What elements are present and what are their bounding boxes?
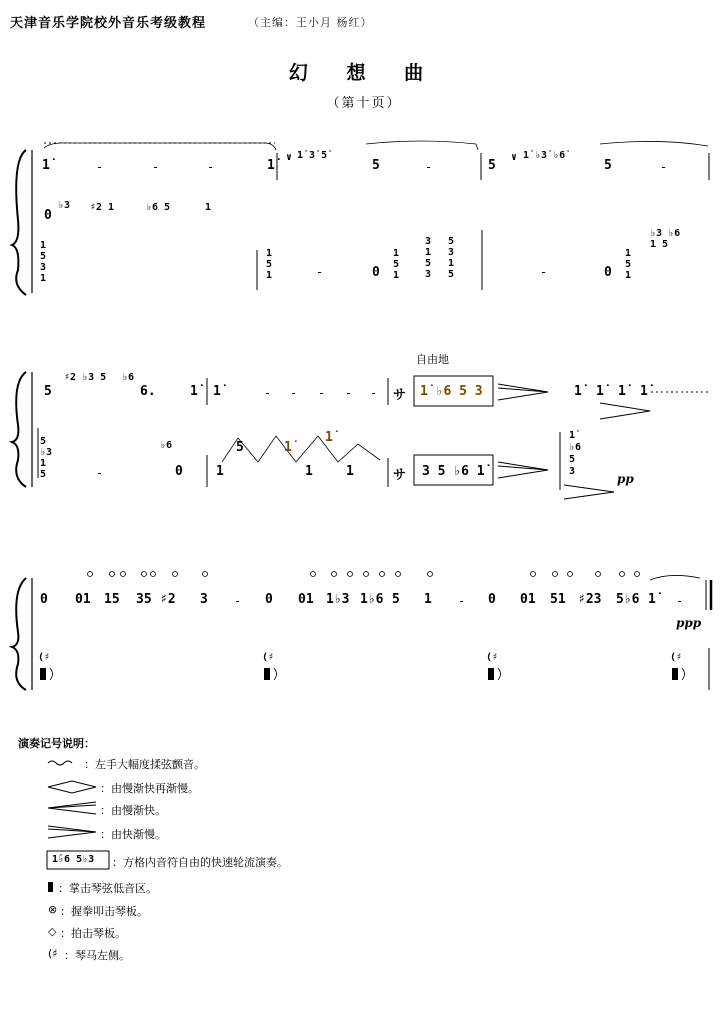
rest: -	[660, 160, 668, 174]
tempo-marking: 自由地	[416, 353, 449, 366]
legend-symbol: ◇	[48, 925, 57, 938]
bridge-left-sign: (♯	[38, 652, 51, 663]
note: 3	[200, 592, 208, 607]
boxed-notes: 3 5 ♭6 1̇	[422, 464, 485, 479]
free-sign: サ	[393, 468, 407, 483]
rest: -	[458, 594, 466, 608]
note: 5	[392, 592, 400, 607]
chord: 3 1 5 3	[425, 236, 432, 280]
rest: -	[540, 265, 548, 279]
chord: 1 5 3 1	[40, 240, 47, 284]
free-sign: サ	[393, 388, 407, 403]
note: 1̇	[596, 384, 604, 399]
series-title: 天津音乐学院校外音乐考级教程	[10, 16, 207, 31]
dynamic-ppp: ppp	[676, 616, 702, 630]
page-number: （第十页）	[326, 96, 402, 111]
legend-symbol: ⊗	[48, 903, 58, 916]
note: 1	[346, 464, 354, 479]
boxed-notes: 1̇ ♭6 5 3	[420, 384, 483, 399]
note: 1♭3	[326, 592, 350, 607]
note: 1̇	[325, 430, 333, 445]
legend-text: ：由慢渐快。	[100, 804, 166, 817]
rest: -	[290, 386, 298, 400]
note: 0	[265, 592, 273, 607]
legend-symbol: 1̇♭6 5♭3	[52, 854, 95, 865]
note: 0	[488, 592, 496, 607]
legend-text: ：方格内音符自由的快速轮流演奏。	[112, 856, 288, 869]
legend-text: ：由慢渐快再渐慢。	[100, 782, 199, 795]
rest: -	[370, 386, 378, 400]
chord: 1̇ ♭3̇ ♭6̇	[523, 150, 566, 161]
legend-text: ：左手大幅度揉弦颤音。	[84, 758, 205, 771]
legend-text: ：拍击琴板。	[60, 927, 126, 940]
note: 0	[44, 208, 52, 223]
chord: ♯2 ♭3 5	[64, 372, 107, 383]
note: 51	[550, 592, 566, 607]
chord: 5 3 1 5	[448, 236, 455, 280]
page-title: 幻 想 曲	[288, 62, 440, 84]
legend-title: 演奏记号说明：	[18, 737, 95, 750]
rest: -	[264, 386, 272, 400]
note: 0	[175, 464, 183, 479]
note: 1̇	[574, 384, 582, 399]
note: ♭6 5	[146, 202, 171, 213]
note: ♯23	[578, 592, 602, 607]
note: 1̇	[42, 158, 50, 173]
note: 01	[520, 592, 536, 607]
note: ♭6	[160, 440, 173, 451]
note: 1̇	[213, 384, 221, 399]
rest: -	[152, 160, 160, 174]
chord: 1̇ ♭6 5 3	[569, 430, 582, 477]
rest: -	[234, 594, 242, 608]
legend-text: ：握拳叩击琴板。	[60, 905, 148, 918]
note: 15	[104, 592, 120, 607]
note: 1̇	[618, 384, 626, 399]
note: 1	[205, 202, 212, 213]
chord: 1 5 1	[266, 248, 273, 281]
chord: 1 5 1	[625, 248, 632, 281]
note: 1	[216, 464, 224, 479]
note: 1̇	[284, 440, 292, 455]
note: 1♭6	[360, 592, 384, 607]
note: 0	[604, 265, 612, 280]
chord: 1̇ 3̇ 5̇	[297, 150, 328, 161]
note: 35	[136, 592, 152, 607]
note: 5	[236, 440, 244, 455]
chord: 1 5 1	[393, 248, 400, 281]
note: 1̇	[267, 158, 275, 173]
breath-mark: ∨	[286, 152, 293, 163]
note: 1	[424, 592, 432, 607]
note: 1̇	[190, 384, 198, 399]
bridge-left-sign: (♯	[262, 652, 275, 663]
rest: -	[316, 265, 324, 279]
note: 0	[372, 265, 380, 280]
rest: -	[207, 160, 215, 174]
note: ♯2	[160, 592, 176, 607]
chord: 5 ♭3 1 5	[40, 436, 53, 480]
legend-symbol: (♯	[48, 947, 58, 960]
note: ♯2 1	[90, 202, 115, 213]
rest: -	[96, 466, 104, 480]
breath-mark: ∨	[511, 152, 518, 163]
note: 01	[298, 592, 314, 607]
rest: -	[96, 160, 104, 174]
note: ♭3	[58, 200, 71, 211]
note: 5♭6	[616, 592, 640, 607]
note: 1	[305, 464, 313, 479]
legend-text: ：琴马左侧。	[64, 949, 130, 962]
legend-text: ：由快渐慢。	[100, 828, 166, 841]
note: 0	[40, 592, 48, 607]
note: ♭6	[122, 372, 135, 383]
editors: （主编：王小月 杨红）	[248, 16, 373, 29]
legend-text: ：掌击琴弦低音区。	[58, 882, 157, 895]
rest: -	[345, 386, 353, 400]
rest: -	[676, 594, 684, 608]
bridge-left-sign: (♯	[486, 652, 499, 663]
note: 6.	[140, 384, 156, 399]
chord: ♭3 ♭6 1 5	[650, 228, 681, 250]
bridge-left-sign: (♯	[670, 652, 683, 663]
note: 1̇	[640, 384, 648, 399]
note: 1̇	[648, 592, 656, 607]
note: 5	[488, 158, 496, 173]
dynamic-pp: pp	[617, 472, 634, 486]
note: 01	[75, 592, 91, 607]
note: 5	[44, 384, 52, 399]
rest: -	[318, 386, 326, 400]
note: 5	[372, 158, 380, 173]
note: 5	[604, 158, 612, 173]
rest: -	[425, 160, 433, 174]
